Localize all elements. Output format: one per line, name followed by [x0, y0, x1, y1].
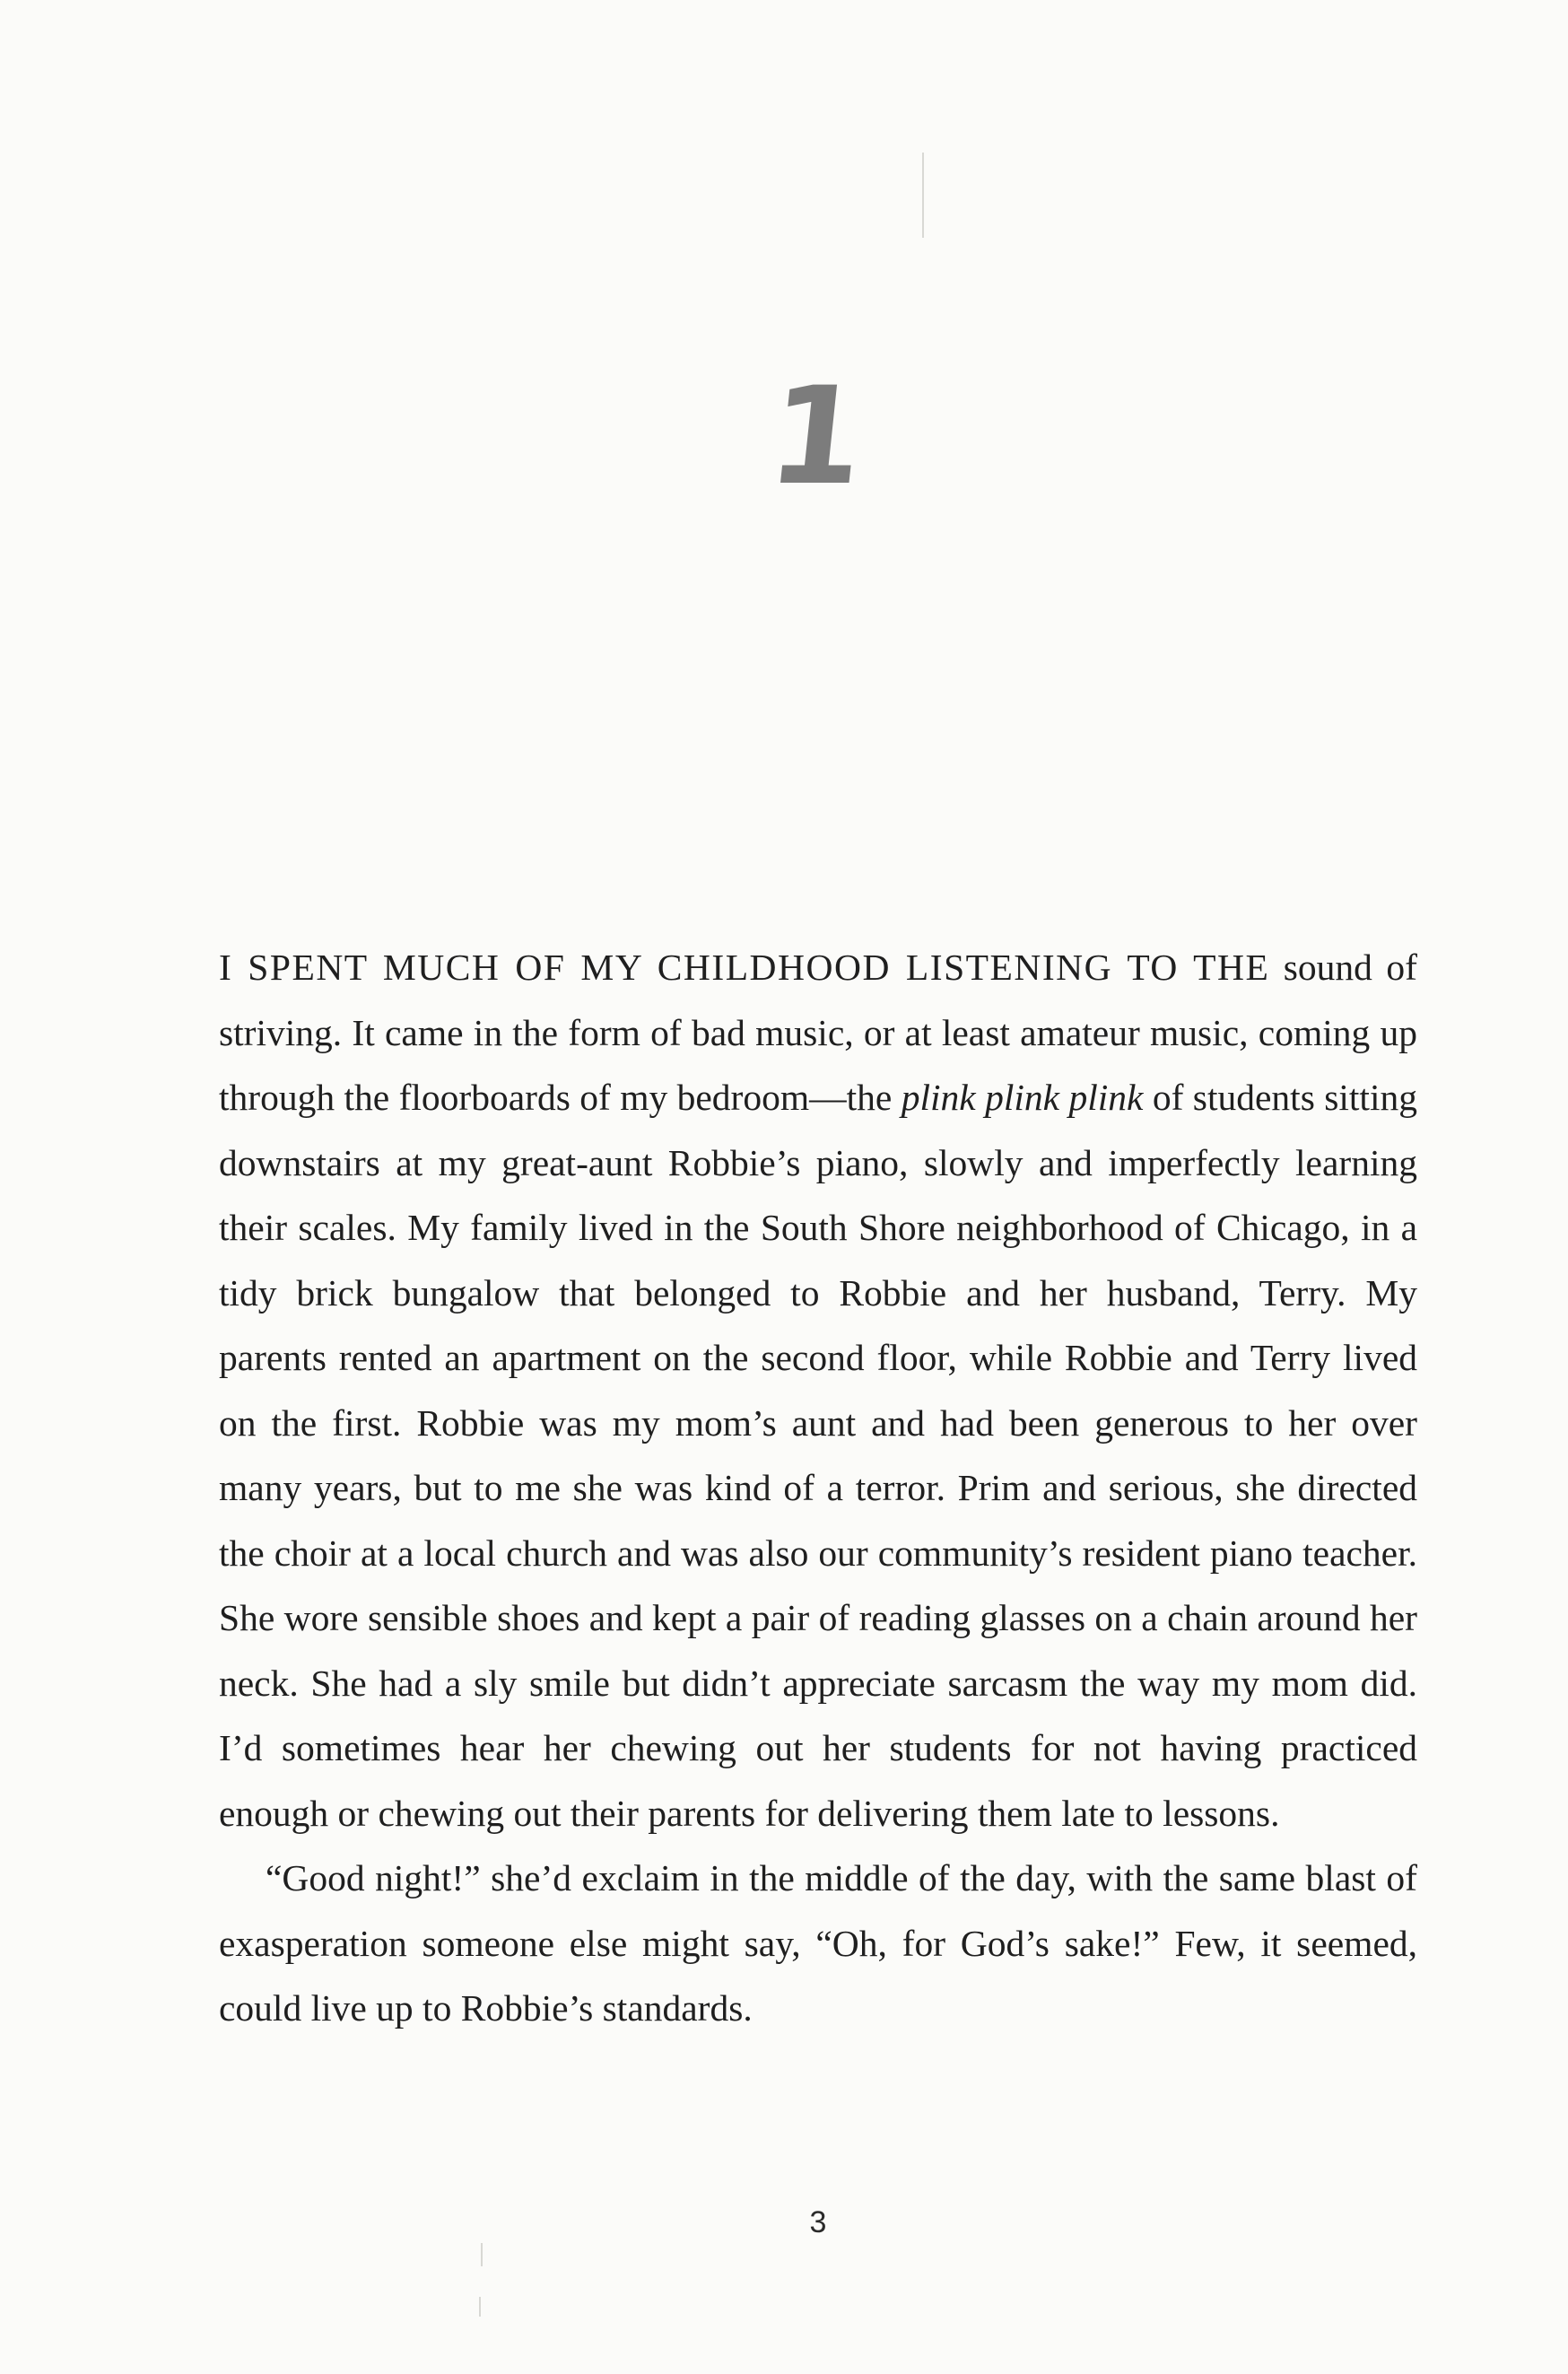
paragraph-text: “Good night!” she’d exclaim in the middle of the day, with the same blast of exasperation someone else might say, “Oh, for God’s sake!” Few, it seemed, could live up to Robbie’s standards. [219, 1857, 1417, 2029]
chapter-body [219, 935, 1417, 2041]
chapter-number: 1 [761, 359, 872, 515]
scan-artifact-line [481, 2243, 483, 2266]
scan-artifact-line [922, 153, 924, 238]
italic-phrase: plink plink plink [901, 1077, 1144, 1118]
paragraph-lead-in: I SPENT MUCH OF MY CHILDHOOD LISTENING TO THE [219, 947, 1270, 988]
paragraph-text: of students sitting downstairs at my great-aunt Robbie’s piano, slowly and imperfectly learning their scales. My family lived in the South Shore neighborhood of Chicago, in a tidy brick bungalow that belonged to Robbie and her husband, Terry. My parents rented an apartment on the second floor, while Robbie and Terry lived on the first. Robbie was my mom’s aunt and had been generous to her over many years, but to me she was kind of a terror. Prim and serious, she directed the choir at a local church and was also our community’s resident piano teacher. She wore sensible shoes and kept a pair of reading glasses on a chain around her neck. She had a sly smile but didn’t appreciate sarcasm the way my mom did. I’d sometimes hear her chewing out her students for not having practiced enough or chewing out their parents for delivering them late to lessons. [219, 1077, 1417, 1834]
paragraph-text: sound of striving. It came in the form of bad music, or at least amateur music, coming up through the floorboards of my bedroom—the [219, 947, 1417, 1118]
scan-artifact-line [479, 2297, 481, 2317]
paragraph-2 [219, 1846, 1417, 2041]
paragraph-1 [219, 935, 1417, 1846]
page-number: 3 [809, 2205, 827, 2239]
